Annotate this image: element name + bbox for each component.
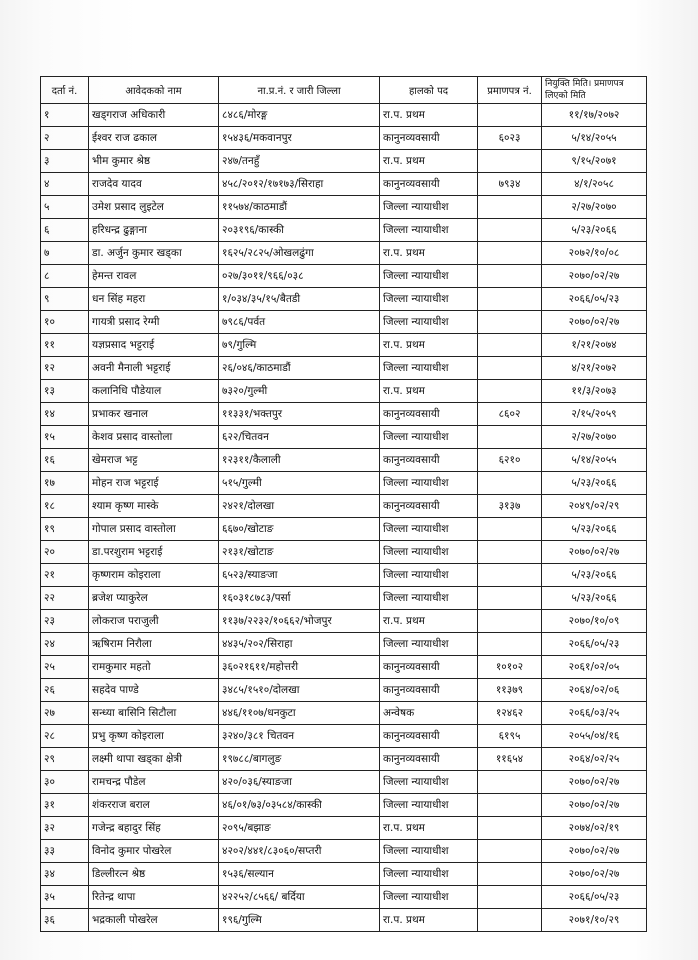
cell-post: जिल्ला न्यायाधीश [380,196,478,219]
cell-reg-no: ३ [41,150,89,173]
cell-name: डा.परशुराम भट्टराई [89,541,219,564]
cell-reg-no: ८ [41,265,89,288]
header-name: आवेदकको नाम [89,77,219,104]
cell-appoint-date: ४/१/२०५८ [542,173,647,196]
cell-cert-no [478,426,542,449]
cell-reg-no: २१ [41,564,89,587]
cell-citizenship: ३६०२१६११/महोत्तरी [219,656,380,679]
cell-post: जिल्ला न्यायाधीश [380,886,478,909]
cell-name: रामचन्द्र पौडेल [89,771,219,794]
table-row [41,633,647,656]
cell-appoint-date: ५/२३/२०६६ [542,472,647,495]
cell-appoint-date: २०७०/०२/२७ [542,771,647,794]
cell-reg-no: १६ [41,449,89,472]
table-row [41,702,647,725]
cell-citizenship: ४४३५/२०२/सिराहा [219,633,380,656]
cell-post: कानुनव्यवसायी [380,495,478,518]
table-row [41,909,647,932]
cell-citizenship: ०२७/३०११/९६६/०३८ [219,265,380,288]
cell-name: लोकराज पराजुली [89,610,219,633]
cell-name: मोहन राज भट्टराई [89,472,219,495]
cell-appoint-date: २/२७/२०७० [542,196,647,219]
cell-reg-no: ३० [41,771,89,794]
cell-reg-no: २२ [41,587,89,610]
cell-appoint-date: २०७०/१०/०९ [542,610,647,633]
cell-reg-no: २० [41,541,89,564]
cell-cert-no: ११३७९ [478,679,542,702]
cell-reg-no: २८ [41,725,89,748]
cell-citizenship: २१३१/खोटाङ [219,541,380,564]
cell-cert-no: ८६०२ [478,403,542,426]
cell-post: रा.प. प्रथम [380,104,478,127]
table-row [41,196,647,219]
cell-reg-no: २६ [41,679,89,702]
cell-citizenship: २४२१/दोलखा [219,495,380,518]
cell-citizenship: ४५८/२०१२/१७१७३/सिराहा [219,173,380,196]
cell-reg-no: ११ [41,334,89,357]
cell-appoint-date: २०६१/०२/०५ [542,656,647,679]
cell-citizenship: ७९/गुल्मि [219,334,380,357]
table-row [41,541,647,564]
cell-cert-no [478,518,542,541]
table-row [41,150,647,173]
cell-reg-no: २५ [41,656,89,679]
cell-post: रा.प. प्रथम [380,610,478,633]
cell-appoint-date: २०६४/०२/०६ [542,679,647,702]
cell-post: जिल्ला न्यायाधीश [380,564,478,587]
cell-appoint-date: १/२१/२०७४ [542,334,647,357]
cell-appoint-date: ५/२३/२०६६ [542,219,647,242]
cell-cert-no [478,587,542,610]
cell-reg-no: ३४ [41,863,89,886]
table-row [41,403,647,426]
cell-post: कानुनव्यवसायी [380,656,478,679]
cell-reg-no: ३१ [41,794,89,817]
cell-appoint-date: २०७०/०२/२७ [542,541,647,564]
cell-appoint-date: ५/२३/२०६६ [542,587,647,610]
cell-post: जिल्ला न्यायाधीश [380,288,478,311]
cell-cert-no [478,840,542,863]
cell-cert-no [478,794,542,817]
cell-name: गजेन्द्र बहादुर सिंह [89,817,219,840]
cell-reg-no: १२ [41,357,89,380]
cell-appoint-date: २०७२/१०/०८ [542,242,647,265]
table-row [41,656,647,679]
cell-citizenship: १२३११/कैलाली [219,449,380,472]
cell-reg-no: १३ [41,380,89,403]
cell-citizenship: ४२०/०३६/स्याङजा [219,771,380,794]
cell-cert-no: ११६५४ [478,748,542,771]
cell-appoint-date: ११/३/२०७३ [542,380,647,403]
cell-post: कानुनव्यवसायी [380,679,478,702]
cell-citizenship: ८४८६/मोरङ्ग [219,104,380,127]
cell-appoint-date: २/२७/२०७० [542,426,647,449]
table-row [41,219,647,242]
cell-citizenship: २०३१९६/कास्की [219,219,380,242]
cell-cert-no [478,196,542,219]
cell-appoint-date: २०६४/०२/२५ [542,748,647,771]
cell-appoint-date: २०६६/०३/२५ [542,702,647,725]
cell-post: जिल्ला न्यायाधीश [380,633,478,656]
cell-appoint-date: ११/१७/२०७२ [542,104,647,127]
table-row [41,817,647,840]
cell-cert-no [478,357,542,380]
cell-citizenship: ७३२०/गुल्मी [219,380,380,403]
cell-name: राजदेव यादव [89,173,219,196]
cell-cert-no [478,541,542,564]
header-appoint-date: नियुक्ति मिति। प्रमाणपत्र लिएको मिति [542,77,647,104]
cell-appoint-date: ५/२३/२०६६ [542,564,647,587]
cell-cert-no [478,242,542,265]
cell-citizenship: ७९८६/पर्वत [219,311,380,334]
table-row [41,265,647,288]
cell-post: जिल्ला न्यायाधीश [380,863,478,886]
cell-post: रा.प. प्रथम [380,817,478,840]
cell-citizenship: १९६/गुल्मि [219,909,380,932]
cell-name: प्रभाकर खनाल [89,403,219,426]
cell-name: उमेश प्रसाद लुइटेल [89,196,219,219]
cell-cert-no: ३१३७ [478,495,542,518]
cell-appoint-date: २०७०/०२/२७ [542,863,647,886]
cell-name: खड्गराज अधिकारी [89,104,219,127]
cell-name: कलानिधि पौडेयाल [89,380,219,403]
cell-name: प्रभु कृष्ण कोइराला [89,725,219,748]
cell-name: गायत्री प्रसाद रेग्मी [89,311,219,334]
cell-citizenship: ४२२५२/८५६६/ बर्दिया [219,886,380,909]
cell-citizenship: ४४६/११०७/धनकुटा [219,702,380,725]
table-row [41,725,647,748]
cell-post: रा.प. प्रथम [380,334,478,357]
cell-name: डा. अर्जुन कुमार खड्का [89,242,219,265]
table-row [41,426,647,449]
cell-appoint-date: ५/१४/२०५५ [542,449,647,472]
cell-cert-no [478,104,542,127]
cell-reg-no: १८ [41,495,89,518]
cell-reg-no: ९ [41,288,89,311]
cell-citizenship: ११३७/२२३२/१०६६२/भोजपुर [219,610,380,633]
cell-cert-no [478,863,542,886]
table-row [41,748,647,771]
table-body [41,104,647,932]
table-row [41,679,647,702]
cell-cert-no: ६१९५ [478,725,542,748]
cell-appoint-date: ९/१५/२०७१ [542,150,647,173]
cell-reg-no: १९ [41,518,89,541]
cell-name: अवनी मैनाली भट्टराई [89,357,219,380]
cell-cert-no [478,288,542,311]
cell-name: रामकुमार महतो [89,656,219,679]
cell-name: रितेन्द्र थापा [89,886,219,909]
cell-citizenship: २४७/तनहुँ [219,150,380,173]
cell-post: कानुनव्यवसायी [380,748,478,771]
cell-cert-no: ६२१० [478,449,542,472]
cell-cert-no [478,886,542,909]
cell-post: रा.प. प्रथम [380,909,478,932]
cell-citizenship: ६२२/चितवन [219,426,380,449]
cell-post: कानुनव्यवसायी [380,127,478,150]
table-row [41,127,647,150]
cell-name: ब्रजेश प्याकुरेल [89,587,219,610]
cell-reg-no: ७ [41,242,89,265]
table-row [41,564,647,587]
header-citizenship: ना.प्र.नं. र जारी जिल्ला [219,77,380,104]
cell-citizenship: १९७८८/बागलुङ [219,748,380,771]
cell-post: जिल्ला न्यायाधीश [380,311,478,334]
cell-name: सन्ध्या बासिनि सिटौला [89,702,219,725]
table-row [41,794,647,817]
cell-appoint-date: २०७१/१०/२९ [542,909,647,932]
cell-citizenship: ३४८५/१५१०/दोलखा [219,679,380,702]
table-row [41,173,647,196]
cell-cert-no [478,150,542,173]
cell-name: श्याम कृष्ण मास्के [89,495,219,518]
cell-post: कानुनव्यवसायी [380,449,478,472]
cell-appoint-date: ५/२३/२०६६ [542,518,647,541]
cell-appoint-date: २०४९/०२/२९ [542,495,647,518]
table-row [41,587,647,610]
cell-reg-no: ६ [41,219,89,242]
cell-name: कृष्णराम कोइराला [89,564,219,587]
cell-citizenship: १६२५/२८२५/ओखलढुंगा [219,242,380,265]
cell-name: भीम कुमार श्रेष्ठ [89,150,219,173]
cell-appoint-date: २/१५/२०५९ [542,403,647,426]
table-row [41,311,647,334]
cell-cert-no: ६०२३ [478,127,542,150]
cell-post: रा.प. प्रथम [380,242,478,265]
cell-reg-no: १७ [41,472,89,495]
cell-cert-no: १२४६२ [478,702,542,725]
cell-appoint-date: २०६६/०५/२३ [542,886,647,909]
table-row [41,449,647,472]
cell-post: कानुनव्यवसायी [380,173,478,196]
cell-post: जिल्ला न्यायाधीश [380,426,478,449]
cell-name: हरिधन्द्र ढुङ्गाना [89,219,219,242]
table-row [41,863,647,886]
cell-appoint-date: २०७४/०२/१९ [542,817,647,840]
cell-cert-no [478,265,542,288]
header-row [41,77,647,104]
table-row [41,495,647,518]
cell-name: सहदेव पाण्डे [89,679,219,702]
cell-citizenship: ५१५/गुल्मी [219,472,380,495]
cell-reg-no: ३३ [41,840,89,863]
cell-cert-no [478,771,542,794]
table-row [41,886,647,909]
header-reg-no: दर्ता नं. [41,77,89,104]
cell-name: लक्ष्मी थापा खड्का क्षेत्री [89,748,219,771]
cell-post: जिल्ला न्यायाधीश [380,472,478,495]
cell-cert-no: १०१०२ [478,656,542,679]
table-row [41,334,647,357]
cell-reg-no: ४ [41,173,89,196]
cell-cert-no [478,610,542,633]
cell-post: जिल्ला न्यायाधीश [380,771,478,794]
cell-name: ईश्वर राज ढकाल [89,127,219,150]
cell-cert-no [478,909,542,932]
cell-reg-no: ३२ [41,817,89,840]
cell-reg-no: ३५ [41,886,89,909]
cell-reg-no: २९ [41,748,89,771]
cell-name: विनोद कुमार पोखरेल [89,840,219,863]
cell-citizenship: १/०३४/३५/१५/बैतडी [219,288,380,311]
cell-name: यज्ञप्रसाद भट्टराई [89,334,219,357]
cell-post: रा.प. प्रथम [380,380,478,403]
cell-post: रा.प. प्रथम [380,150,478,173]
cell-appoint-date: ४/२१/२०७२ [542,357,647,380]
cell-citizenship: ६६७०/खोटाङ [219,518,380,541]
cell-citizenship: ११३३१/भक्तपुर [219,403,380,426]
table-row [41,472,647,495]
cell-name: धन सिंह महरा [89,288,219,311]
cell-reg-no: २३ [41,610,89,633]
cell-name: ऋषिराम निरौला [89,633,219,656]
cell-post: जिल्ला न्यायाधीश [380,265,478,288]
table-row [41,104,647,127]
cell-citizenship: ४६/०१/७३/०३५८४/कास्की [219,794,380,817]
cell-citizenship: १५४३६/मकवानपुर [219,127,380,150]
cell-reg-no: १ [41,104,89,127]
cell-post: जिल्ला न्यायाधीश [380,541,478,564]
cell-appoint-date: २०७०/०२/२७ [542,265,647,288]
cell-cert-no [478,817,542,840]
cell-citizenship: ११५७४/काठमाडौं [219,196,380,219]
cell-cert-no [478,311,542,334]
cell-post: कानुनव्यवसायी [380,403,478,426]
cell-cert-no [478,472,542,495]
cell-reg-no: २ [41,127,89,150]
cell-reg-no: १४ [41,403,89,426]
cell-reg-no: १० [41,311,89,334]
cell-citizenship: ४२०२/४४१/८३०६०/सप्तरी [219,840,380,863]
cell-cert-no: ७९३४ [478,173,542,196]
cell-post: जिल्ला न्यायाधीश [380,518,478,541]
cell-name: डिल्लीरत्न श्रेष्ठ [89,863,219,886]
header-cert-no: प्रमाणपत्र नं. [478,77,542,104]
cell-appoint-date: २०६६/०५/२३ [542,633,647,656]
cell-cert-no [478,334,542,357]
cell-reg-no: २४ [41,633,89,656]
applicants-table [40,76,647,932]
cell-reg-no: ५ [41,196,89,219]
cell-citizenship: १५३६/सल्यान [219,863,380,886]
table-row [41,771,647,794]
cell-reg-no: १५ [41,426,89,449]
cell-post: कानुनव्यवसायी [380,725,478,748]
table-row [41,357,647,380]
cell-post: जिल्ला न्यायाधीश [380,840,478,863]
cell-appoint-date: २०५५/०४/१६ [542,725,647,748]
cell-name: हेमन्त रावल [89,265,219,288]
cell-name: शंकरराज बराल [89,794,219,817]
cell-post: जिल्ला न्यायाधीश [380,357,478,380]
table-row [41,610,647,633]
cell-reg-no: २७ [41,702,89,725]
table-row [41,840,647,863]
cell-appoint-date: २०७०/०२/२७ [542,794,647,817]
cell-post: अन्वेषक [380,702,478,725]
cell-citizenship: २६/०४६/काठमाडौं [219,357,380,380]
cell-appoint-date: २०७०/०२/२७ [542,311,647,334]
cell-cert-no [478,219,542,242]
cell-cert-no [478,380,542,403]
cell-citizenship: ६५२३/स्याङजा [219,564,380,587]
cell-name: भद्रकाली पोखरेल [89,909,219,932]
cell-cert-no [478,564,542,587]
table-row [41,288,647,311]
table-row [41,380,647,403]
cell-citizenship: १६०३१८७८३/पर्सा [219,587,380,610]
table-row [41,242,647,265]
cell-appoint-date: २०६६/०५/२३ [542,288,647,311]
cell-name: केशव प्रसाद वास्तोला [89,426,219,449]
cell-appoint-date: ५/१४/२०५५ [542,127,647,150]
cell-post: जिल्ला न्यायाधीश [380,587,478,610]
cell-post: जिल्ला न्यायाधीश [380,794,478,817]
table-row [41,518,647,541]
cell-post: जिल्ला न्यायाधीश [380,219,478,242]
cell-name: खेमराज भट्ट [89,449,219,472]
cell-name: गोपाल प्रसाद वास्तोला [89,518,219,541]
cell-cert-no [478,633,542,656]
cell-citizenship: २०९५/बझाङ [219,817,380,840]
cell-appoint-date: २०७०/०२/२७ [542,840,647,863]
cell-citizenship: ३२४०/३८१ चितवन [219,725,380,748]
cell-reg-no: ३६ [41,909,89,932]
header-post: हालको पद [380,77,478,104]
